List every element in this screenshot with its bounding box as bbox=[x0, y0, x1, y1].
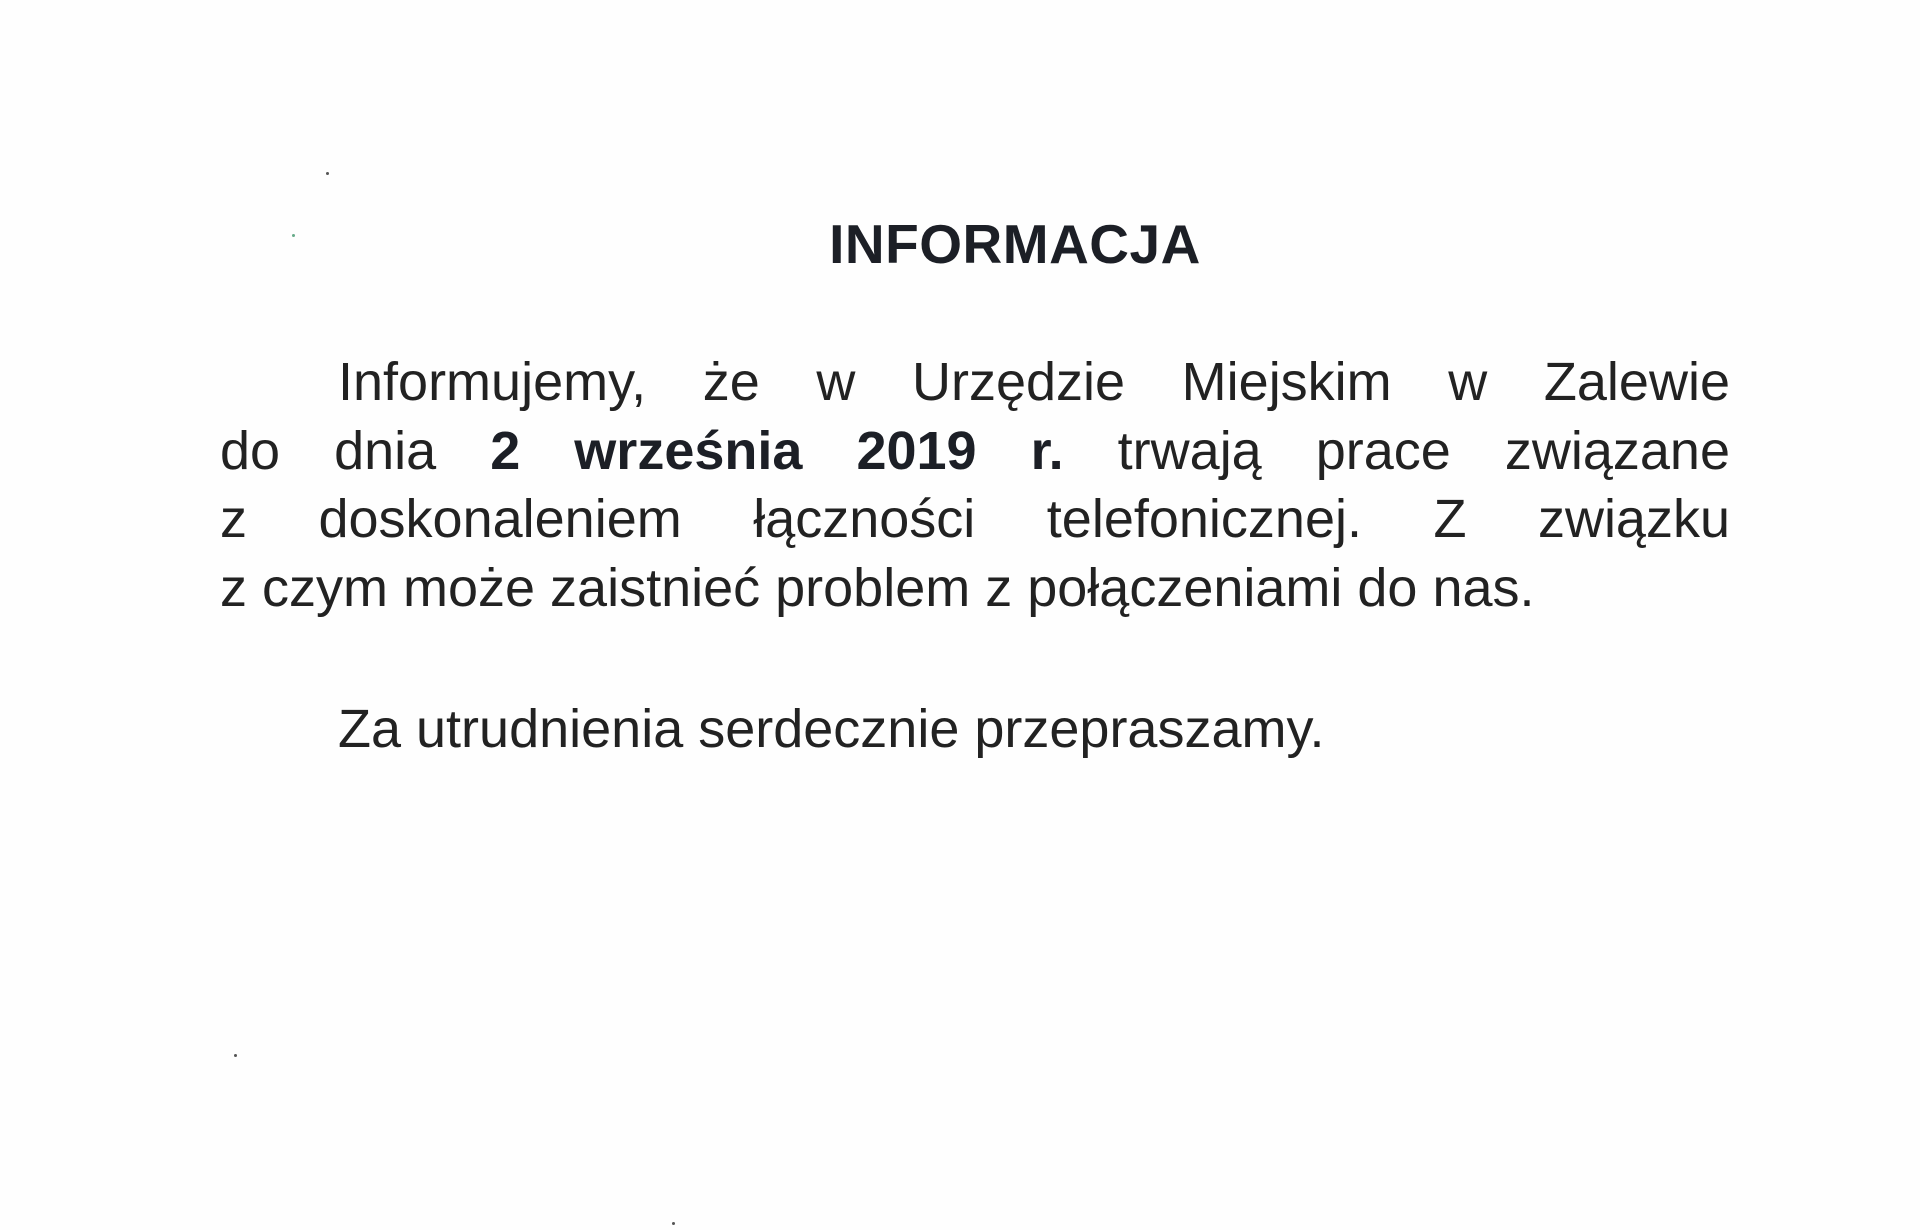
scan-speck bbox=[234, 1054, 237, 1057]
notice-line-1: Informujemy, że w Urzędzie Miejskim w Zalewie bbox=[338, 352, 1730, 412]
notice-line-2-prefix: do dnia bbox=[220, 420, 491, 481]
notice-line-4: z czym może zaistnieć problem z połączeniami do nas. bbox=[220, 557, 1535, 618]
closing-apology: Za utrudnienia serdecznie przepraszamy. bbox=[338, 699, 1325, 759]
document-title: INFORMACJA bbox=[829, 213, 1201, 275]
notice-line-2 bbox=[220, 417, 1730, 486]
notice-deadline-date: 2 września 2019 r. bbox=[490, 420, 1064, 481]
notice-line-3: z doskonaleniem łączności telefonicznej. Z związku bbox=[220, 489, 1730, 549]
scan-speck bbox=[326, 172, 329, 175]
notice-paragraph bbox=[220, 348, 1730, 622]
notice-line-2-suffix: trwają prace związane bbox=[1063, 420, 1730, 481]
scan-speck bbox=[292, 234, 295, 237]
scan-speck bbox=[672, 1222, 675, 1225]
notice-body bbox=[220, 348, 1730, 622]
